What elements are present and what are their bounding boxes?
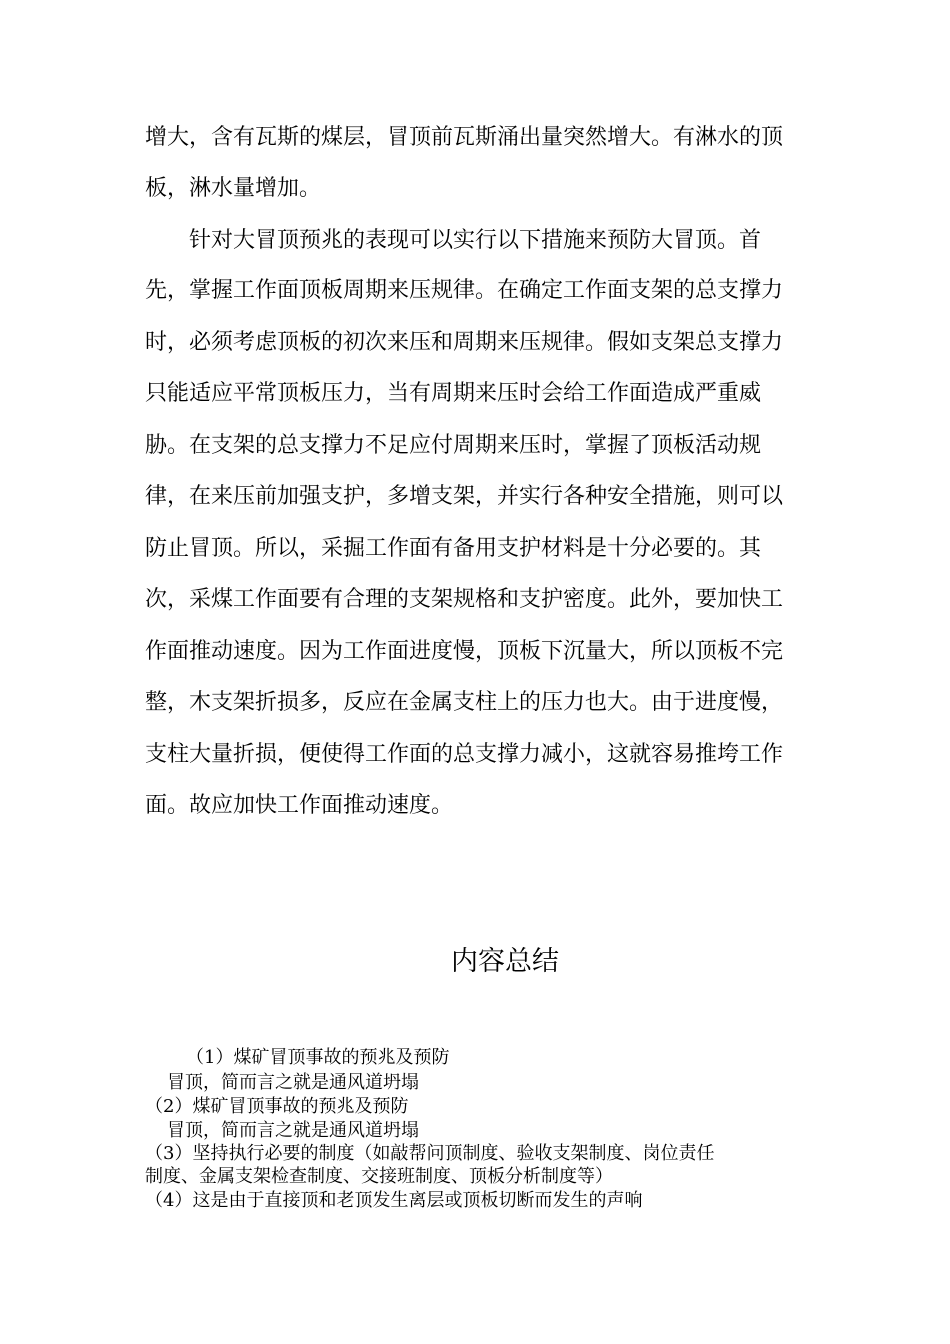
summary-item: 冒顶，简而言之就是通风道坍塌	[167, 1072, 419, 1093]
body-line: 板，淋水量增加。	[145, 176, 322, 201]
body-line: 整，木支架折损多，反应在金属支柱上的压力也大。由于进度慢，	[145, 690, 784, 715]
body-line: 作面推动速度。因为工作面进度慢，顶板下沉量大，所以顶板不完	[145, 639, 784, 664]
body-line: 面。故应加快工作面推动速度。	[145, 793, 454, 818]
summary-item: （1）煤矿冒顶事故的预兆及预防	[186, 1047, 450, 1068]
body-line: 次，采煤工作面要有合理的支架规格和支护密度。此外，要加快工	[145, 587, 784, 612]
body-line: 胁。在支架的总支撑力不足应付周期来压时，掌握了顶板活动规	[145, 433, 762, 458]
body-line: 针对大冒顶预兆的表现可以实行以下措施来预防大冒顶。首	[189, 228, 762, 253]
summary-title: 内容总结	[451, 946, 559, 977]
summary-item: （3）坚持执行必要的制度（如敲帮问顶制度、验收支架制度、岗位责任	[145, 1143, 715, 1164]
summary-item: 制度、金属支架检查制度、交接班制度、顶板分析制度等）	[145, 1166, 613, 1187]
summary-item: 冒顶，简而言之就是通风道坍塌	[167, 1120, 419, 1141]
body-line: 先，掌握工作面顶板周期来压规律。在确定工作面支架的总支撑力	[145, 278, 784, 303]
body-line: 增大，含有瓦斯的煤层，冒顶前瓦斯涌出量突然增大。有淋水的顶	[145, 125, 784, 150]
summary-item: （4）这是由于直接顶和老顶发生离层或顶板切断而发生的声响	[145, 1190, 643, 1211]
body-line: 时，必须考虑顶板的初次来压和周期来压规律。假如支架总支撑力	[145, 330, 784, 355]
body-line: 支柱大量折损，便使得工作面的总支撑力减小，这就容易推垮工作	[145, 742, 784, 767]
body-line: 律，在来压前加强支护，多增支架，并实行各种安全措施，则可以	[145, 484, 784, 509]
body-line: 防止冒顶。所以，采掘工作面有备用支护材料是十分必要的。其	[145, 536, 762, 561]
body-line: 只能适应平常顶板压力，当有周期来压时会给工作面造成严重威	[145, 381, 762, 406]
summary-item: （2）煤矿冒顶事故的预兆及预防	[145, 1096, 409, 1117]
